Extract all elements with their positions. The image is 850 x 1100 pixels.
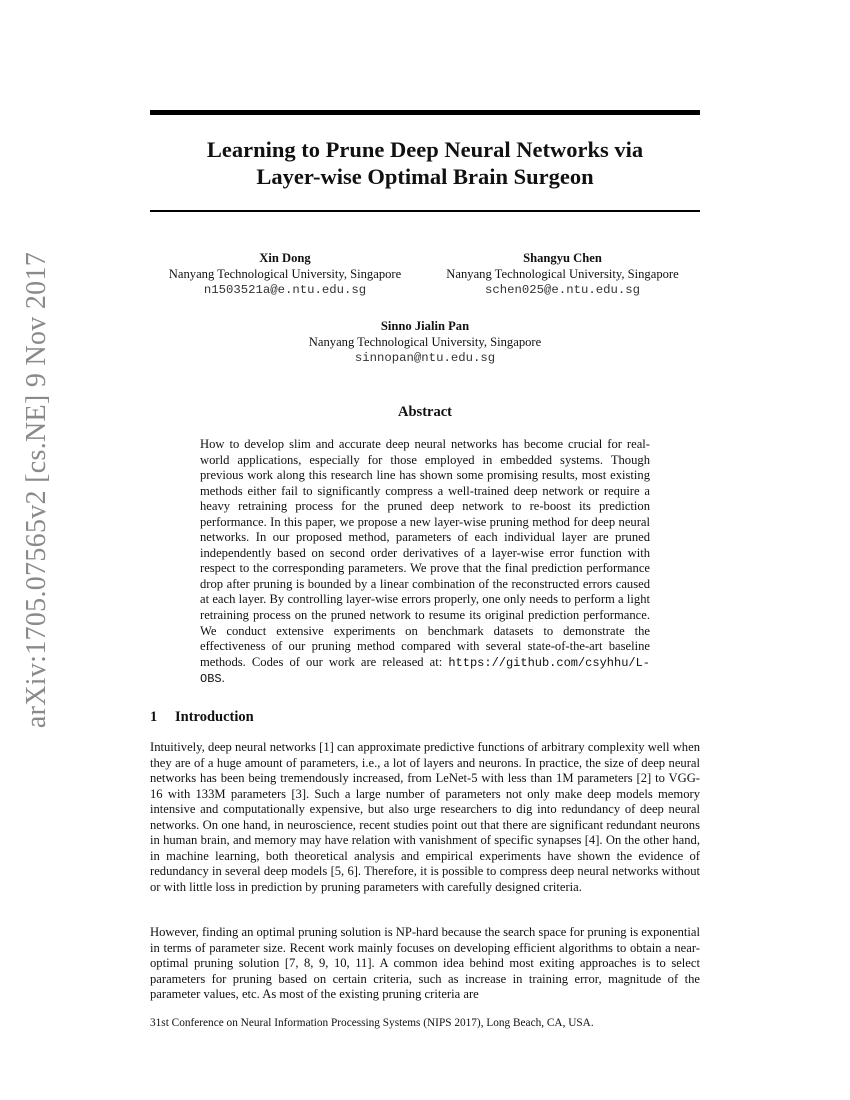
author-name: Shangyu Chen [523,251,602,265]
abstract-body [200,437,650,688]
intro-paragraph: However, finding an optimal pruning solution is NP-hard because the search space for pruning is exponential in terms of parameter size. Recent work mainly focuses on developing efficient algorithms to obtain a near-optimal pruning solution [7, 8, 9, 10, 11]. A common idea behind most exiting approaches is to select parameters for pruning based on certain criteria, such as increase in training error, magnitude of the parameter values, etc. As most of the existing pruning criteria are [150,925,700,1002]
author-affiliation: Nanyang Technological University, Singapore [446,267,679,281]
author-email[interactable]: n1503521a@e.ntu.edu.sg [203,283,367,297]
abstract-text: How to develop slim and accurate deep neural networks has become crucial for real-world applications, especially for those employed in embedded systems. Though previous work along this research line has shown some promising results, most existing methods either fail to significantly compress a well-trained deep network or require a heavy retraining process for the pruned deep network to re-boost its prediction performance. In this paper, we propose a new layer-wise pruning method for deep neural networks. In our proposed method, parameters of each individual layer are pruned independently based on second order derivatives of a layer-wise error function with respect to the corresponding parameters. We prove that the final prediction performance drop after pruning is bounded by a linear combination of the reconstructed errors caused at each layer. By controlling layer-wise errors properly, one only needs to perform a light retraining process on the pruned network to resume its original prediction performance. We conduct extensive experiments on benchmark datasets to demonstrate the effectiveness of our pruning method compared with several state-of-the-art baseline methods. Codes of our work are released at: [200,437,650,669]
arxiv-stamp: arXiv:1705.07565v2 [cs.NE] 9 Nov 2017 [21,251,52,729]
author-block [150,250,420,298]
title-bottom-rule [150,210,700,212]
intro-paragraph: Intuitively, deep neural networks [1] can approximate predictive functions of arbitrary complexity well when they are of a huge amount of parameters, i.e., a lot of layers and neurons. In practice, the size of deep neural networks has been being tremendously increased, from LeNet-5 with less than 1M parameters [2] to VGG-16 with 133M parameters [3]. Such a large number of parameters not only make deep models memory intensive and computationally expensive, but also urge researchers to dig into redundancy of deep neural networks. On one hand, in neuroscience, recent studies point out that there are significant redundant neurons in human brain, and memory may have relation with vanishment of specific synapses [4]. On the other hand, in machine learning, both theoretical analysis and empirical experiments have shown the evidence of redundancy in several deep models [5, 6]. Therefore, it is possible to compress deep neural networks without or with little loss in prediction by pruning parameters with carefully designed criteria. [150,740,700,894]
section-number: 1 [150,709,158,725]
author-email[interactable]: sinnopan@ntu.edu.sg [354,351,496,365]
author-name: Sinno Jialin Pan [380,319,470,333]
author-block [250,318,600,366]
section-heading-introduction [150,709,254,726]
author-email[interactable]: schen025@e.ntu.edu.sg [485,283,640,297]
abstract-heading: Abstract [398,404,452,420]
title-line-1: Learning to Prune Deep Neural Networks via [206,137,644,162]
conference-footnote: 31st Conference on Neural Information Processing Systems (NIPS 2017), Long Beach, CA, USA. [150,1017,594,1029]
abstract-end: . [221,671,225,686]
section-title: Introduction [175,709,254,725]
code-url-link[interactable]: https://github.com/csyhhu/L-OBS [200,655,650,687]
author-affiliation: Nanyang Technological University, Singapore [308,335,542,349]
title-top-rule [150,110,700,115]
author-block [425,250,700,298]
title-line-2: Layer-wise Optimal Brain Surgeon [256,164,594,189]
author-name: Xin Dong [259,251,311,265]
author-affiliation: Nanyang Technological University, Singapore [168,267,402,281]
paper-title [150,136,700,190]
